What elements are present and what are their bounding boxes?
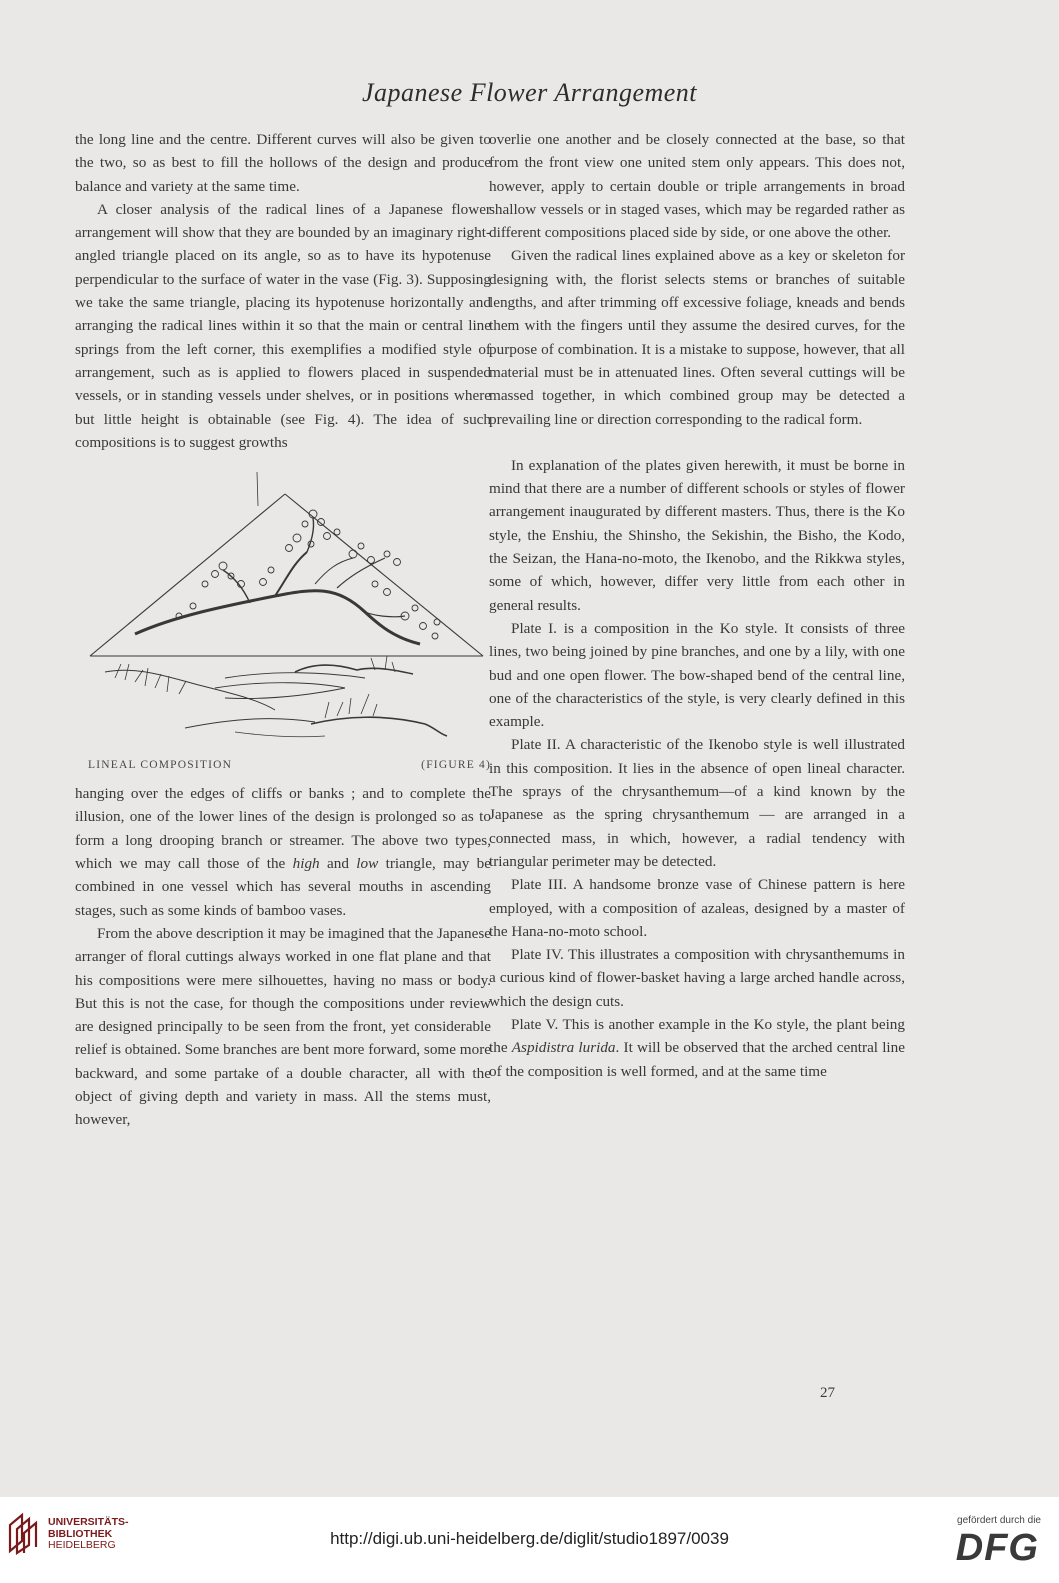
page-title: Japanese Flower Arrangement — [361, 78, 698, 107]
paragraph: the long line and the centre. Different curves will also be given to the two, so as best to fill the hollows of the design and produce balance and variety at the same time. — [75, 131, 491, 195]
figure-number: (FIGURE 4) — [421, 759, 491, 772]
paragraph: overlie one another and be closely connected at the base, so that from the front view one united stem only appears. This does not, however, apply to certain double or triple arrangements in broad shallow vessels or in staged vases, which may be regarded rather as different compositions placed side by side, or one above the other. — [489, 131, 905, 242]
digitization-footer — [0, 1497, 1059, 1583]
triangle-edge — [90, 494, 285, 656]
paragraph: Plate V. This is another example in the Ko style, the plant being the Aspidistra lurida. It will be observed that the arched central line of the composition is well formed, and at the same time — [489, 1015, 905, 1080]
funding-note: gefördert durch die — [957, 1515, 1041, 1526]
triangle-edge — [285, 494, 483, 656]
paragraph: In explanation of the plates given herewith, it must be borne in mind that there are a number of different schools or styles of flower arrangement inaugurated by different masters. Thus, there is the Ko style, the Enshiu, the Shinsho, the Sekishin, the Bisho, the Kodo, the Seizan, the Hana-no-moto, the Ikenobo, and the Rikkwa styles, some of which, however, differ very little from each other in general results. — [489, 456, 905, 614]
right-column — [489, 128, 905, 1083]
left-column — [75, 128, 491, 1132]
figure-lineal-composition — [75, 466, 491, 776]
paragraph: Plate II. A characteristic of the Ikenobo style is well illustrated in this composition. It lies in the absence of open lineal character. The sprays of the chrysanthemum—of a kind known by the Japanese as the spring chrysanthemum — are arranged in a connected mass, in which, however, a radial tendency with triangular perimeter may be detected. — [489, 736, 905, 870]
figure-caption: LINEAL COMPOSITION — [88, 759, 233, 772]
paragraph: hanging over the edges of cliffs or banks ; and to complete the illusion, one of the lower lines of the design is prolonged so as to form a long drooping branch or streamer. The above two types, which we may call those of the high and low triangle, may be combined in one vessel which has several mouths in ascending stages, such as some kinds of bamboo vases. — [75, 785, 491, 919]
page-number: 27 — [820, 1385, 835, 1401]
branch-in-triangle-illustration — [75, 466, 491, 776]
emphasis: low — [356, 855, 379, 873]
paragraph: Plate I. is a composition in the Ko style. It consists of three lines, two being joined by pine branches, and one by a lily, with one bud and one open flower. The bow-shaped bend of the central line, one of the characteristics of the style, is very clearly defined in this example. — [489, 619, 905, 731]
emphasis: Aspidistra lurida — [511, 1039, 616, 1057]
emphasis: high — [292, 855, 320, 873]
paragraph: From the above description it may be imagined that the Japanese arranger of floral cuttings always worked in one flat plane and that his compositions were mere silhouettes, having no mass or body. But this is not the case, for though the compositions under review are designed principally to be seen from the front, yet considerable relief is obtained. Some branches are bent more forward, some more backward, and some partake of a double character, all with the object of giving depth and variety in mass. All the stems must, however, — [75, 924, 491, 1129]
dfg-logo: DFG — [955, 1527, 1039, 1569]
paragraph: Plate III. A handsome bronze vase of Chinese pattern is here employed, with a composition of azaleas, designed by a master of the Hana-no-moto school. — [489, 876, 905, 940]
library-name: UNIVERSITÄTS- BIBLIOTHEK HEIDELBERG — [48, 1516, 129, 1551]
paragraph: Given the radical lines explained above as a key or skeleton for designing with, the florist selects stems or branches of suitable lengths, and after trimming off excessive foliage, kneads and bends them with the fingers until they assume the desired curves, for the purpose of combination. It is a mistake to suppose, however, that all material must be in attenuated lines. Often several cuttings will be massed together, in which combined group may be detected a prevailing line or direction corresponding to the radical form. — [489, 247, 905, 428]
paragraph: Plate IV. This illustrates a composition with chrysanthemums in a curious kind of flower-basket having a large arched handle across, which the design cuts. — [489, 946, 905, 1010]
source-url-link[interactable]: http://digi.ub.uni-heidelberg.de/diglit/studio1897/0039 — [330, 1529, 729, 1548]
paragraph: A closer analysis of the radical lines of a Japanese flower arrangement will show that they are bounded by an imaginary right-angled triangle placed on its angle, so as to have its hypotenuse perpendicular to the surface of water in the vase (Fig. 3). Supposing we take the same triangle, placing its hypotenuse horizontally and arranging the radical lines within it so that the main or central line springs from the left corner, this exemplifies a modified style of arrangement, such as is applied to flowers placed in suspended vessels, or in standing vessels under shelves, or in positions where but little height is obtainable (see Fig. 4). The idea of such compositions is to suggest growths — [75, 200, 491, 451]
